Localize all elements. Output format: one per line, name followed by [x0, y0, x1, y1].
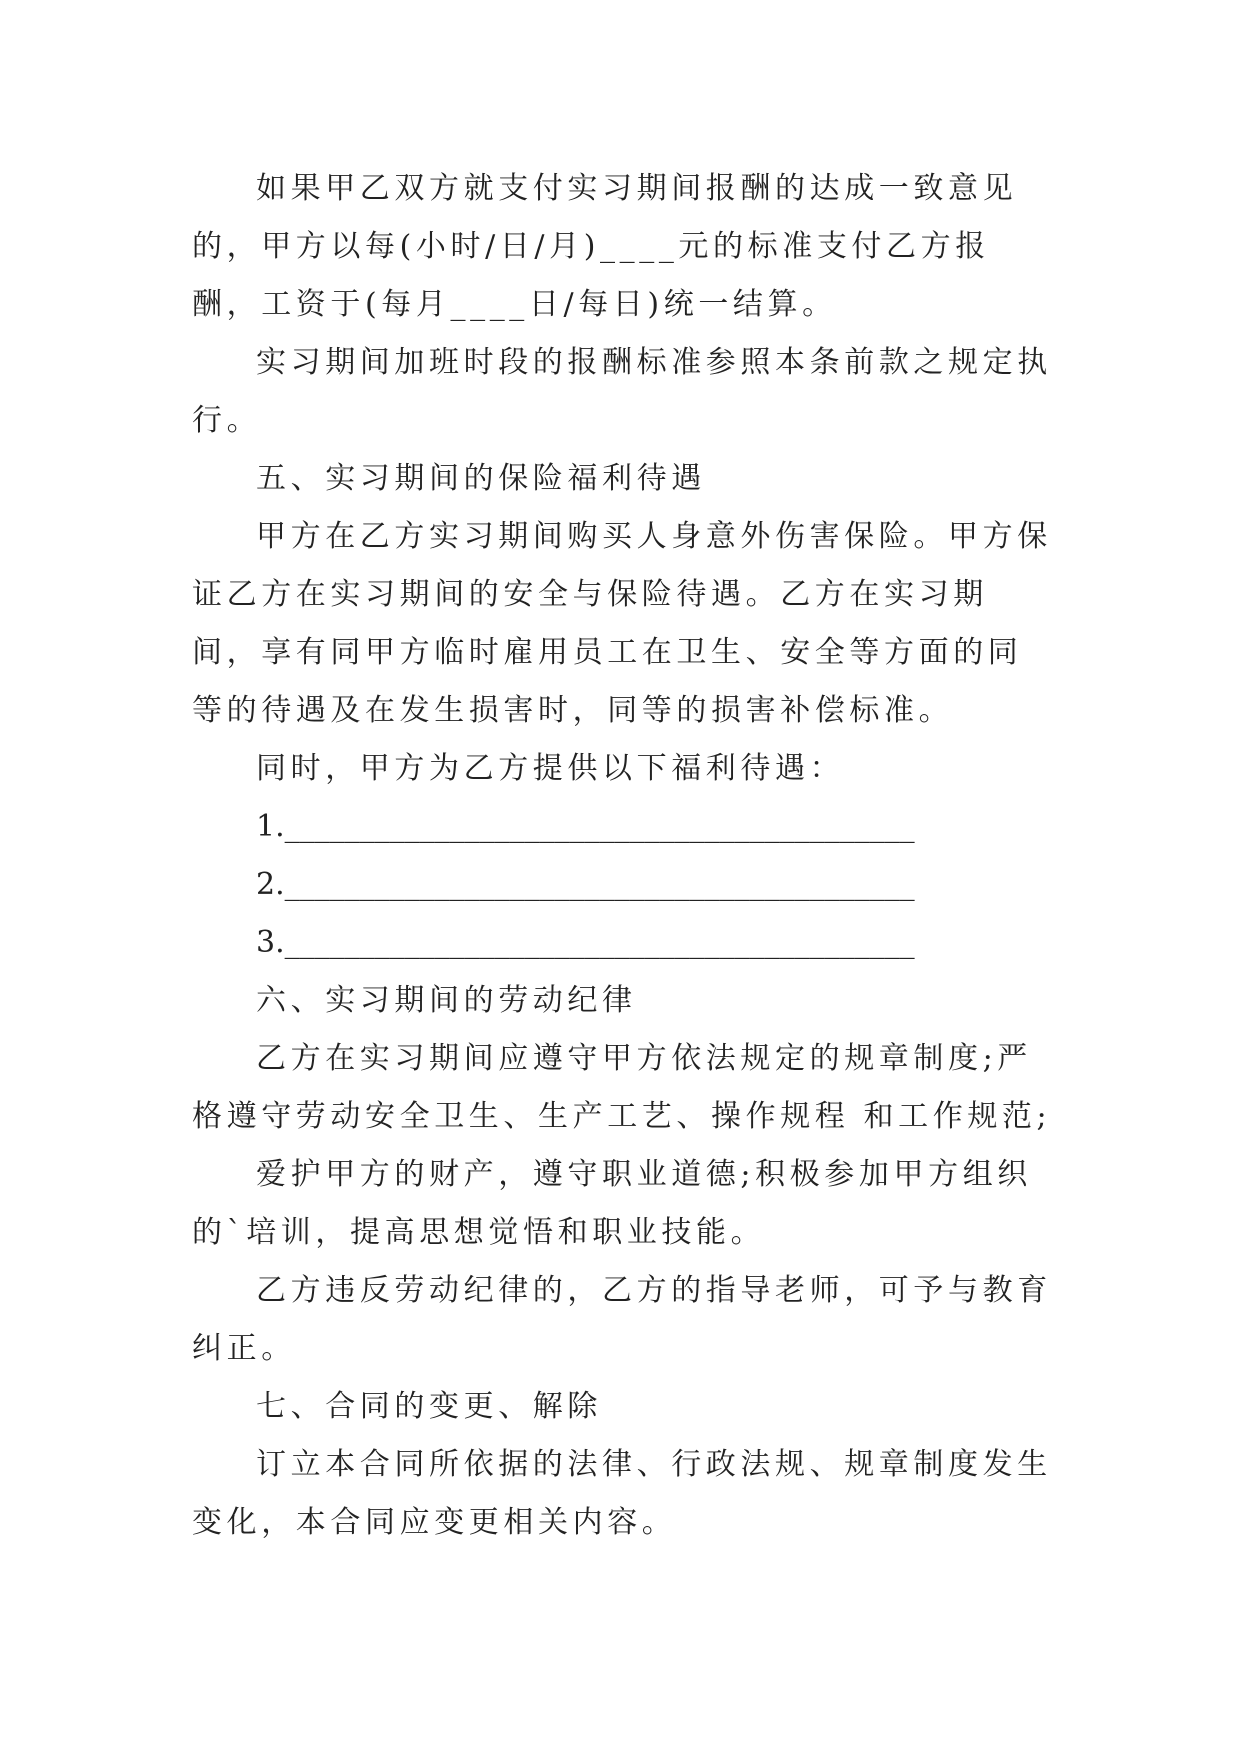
paragraph-rules: 乙方在实习期间应遵守甲方依法规定的规章制度;严格遵守劳动安全卫生、生产工艺、操作规程 和工作规范;	[192, 1041, 1052, 1134]
paragraph-benefits-intro: 同时，甲方为乙方提供以下福利待遇：	[256, 751, 845, 786]
paragraph-payment-terms: 如果甲乙双方就支付实习期间报酬的达成一致意见的，甲方以每(小时/日/月)____元的标准支付乙方报酬，工资于(每月____日/每日)统一结算。	[192, 171, 1018, 322]
section-heading-contract-change: 七、合同的变更、解除	[256, 1389, 602, 1424]
paragraph-overtime-pay: 实习期间加班时段的报酬标准参照本条前款之规定执行。	[192, 345, 1052, 438]
section-heading-insurance: 五、实习期间的保险福利待遇	[256, 461, 706, 496]
section-heading-discipline: 六、实习期间的劳动纪律	[256, 983, 637, 1018]
paragraph-contract-change: 订立本合同所依据的法律、行政法规、规章制度发生变化，本合同应变更相关内容。	[192, 1447, 1052, 1540]
benefit-blank-3: 3.__________________________________________	[256, 925, 915, 960]
document-body	[192, 160, 1052, 1552]
benefit-blank-2: 2.__________________________________________	[256, 867, 915, 902]
paragraph-insurance: 甲方在乙方实习期间购买人身意外伤害保险。甲方保证乙方在实习期间的安全与保险待遇。乙方在实习期间，享有同甲方临时雇用员工在卫生、安全等方面的同等的待遇及在发生损害时，同等的损害补偿标准。	[192, 519, 1052, 728]
benefit-blank-1: 1.__________________________________________	[256, 809, 915, 844]
paragraph-violation: 乙方违反劳动纪律的，乙方的指导老师，可予与教育纠正。	[192, 1273, 1052, 1366]
paragraph-property: 爱护甲方的财产，遵守职业道德;积极参加甲方组织的`培训，提高思想觉悟和职业技能。	[192, 1157, 1032, 1250]
